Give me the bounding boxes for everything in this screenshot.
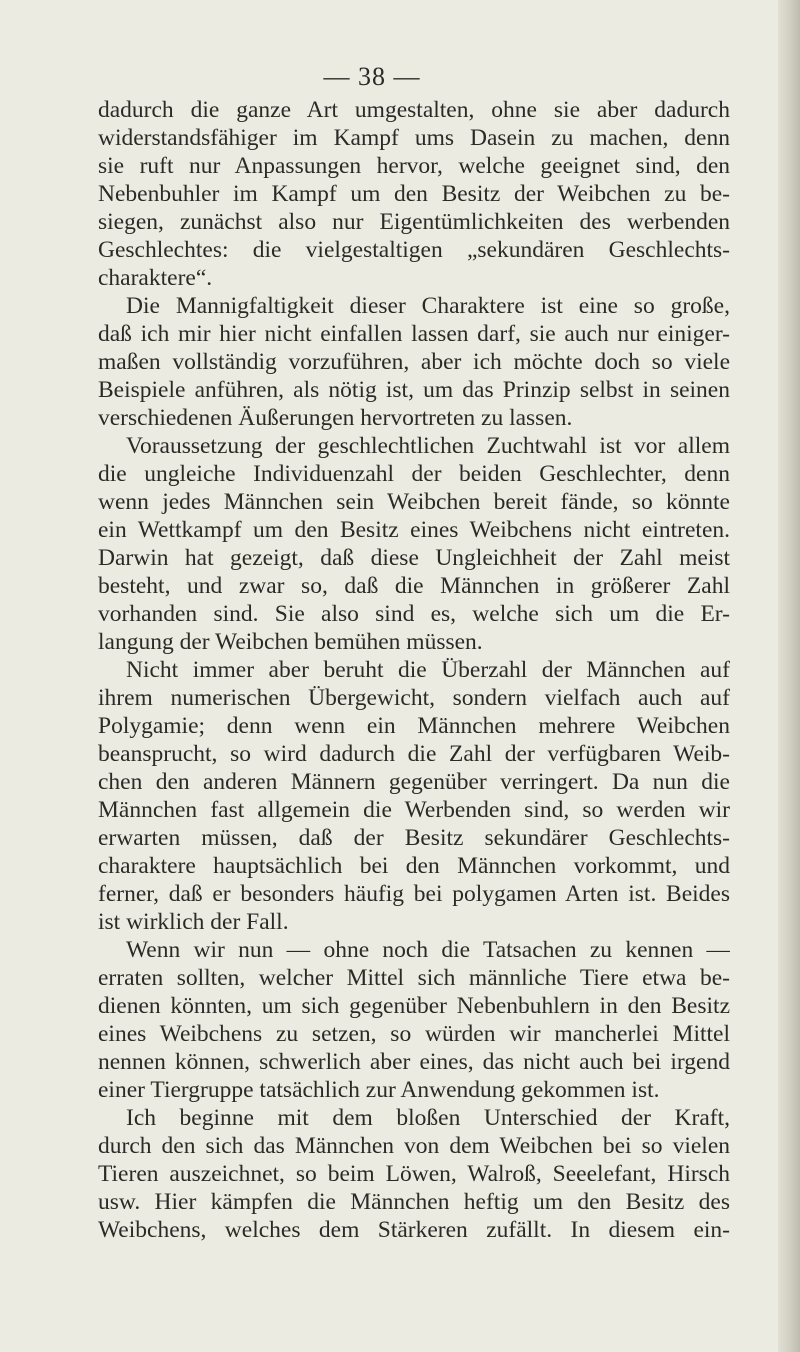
paragraph-start: Wenn wir nun — ohne noch die Tatsachen zu kennen —	[126, 937, 730, 963]
text-line: dienen könnten, um sich gegenüber Nebenbuhlern in den Besitz	[98, 993, 730, 1019]
text-line: vorhanden sind. Sie also sind es, welche sich um die Er-	[98, 601, 730, 627]
text-line: einer Tiergruppe tatsächlich zur Anwendung gekommen ist.	[98, 1077, 660, 1103]
text-line: ferner, daß er besonders häufig bei polygamen Arten ist. Beides	[98, 881, 730, 907]
text-line: ein Wettkampf um den Besitz eines Weibchens nicht eintreten.	[98, 517, 730, 543]
text-line: durch den sich das Männchen von dem Weibchen bei so vielen	[98, 1133, 730, 1159]
text-line: beansprucht, so wird dadurch die Zahl der verfügbaren Weib-	[98, 741, 730, 767]
text-line: charaktere hauptsächlich bei den Männchen vorkommt, und	[98, 853, 730, 879]
text-line: langung der Weibchen bemühen müssen.	[98, 629, 483, 655]
text-line: charaktere“.	[98, 265, 213, 291]
text-line: wenn jedes Männchen sein Weibchen bereit fände, so könnte	[98, 489, 730, 515]
text-line: daß ich mir hier nicht einfallen lassen darf, sie auch nur einiger-	[98, 321, 730, 347]
text-line: maßen vollständig vorzuführen, aber ich möchte doch so viele	[98, 349, 730, 375]
text-line: nennen können, schwerlich aber eines, das nicht auch bei irgend	[98, 1049, 730, 1075]
body-text	[98, 96, 730, 1244]
text-line: besteht, und zwar so, daß die Männchen in größerer Zahl	[98, 573, 730, 599]
text-line: widerstandsfähiger im Kampf ums Dasein zu machen, denn	[98, 125, 730, 151]
text-line: eines Weibchens zu setzen, so würden wir mancherlei Mittel	[98, 1021, 730, 1047]
text-line: Weibchens, welches dem Stärkeren zufällt. In diesem ein-	[98, 1217, 730, 1243]
text-line: sie ruft nur Anpassungen hervor, welche geeignet sind, den	[98, 153, 730, 179]
paragraph-start: Nicht immer aber beruht die Überzahl der Männchen auf	[126, 657, 730, 683]
text-line: Männchen fast allgemein die Werbenden sind, so werden wir	[98, 797, 730, 823]
text-line: Tieren auszeichnet, so beim Löwen, Walroß, Seeelefant, Hirsch	[98, 1161, 730, 1187]
paragraph-start: Voraussetzung der geschlechtlichen Zuchtwahl ist vor allem	[126, 433, 730, 459]
paragraph-start: Ich beginne mit dem bloßen Unterschied der Kraft,	[126, 1105, 730, 1131]
text-line: verschiedenen Äußerungen hervortreten zu lassen.	[98, 405, 573, 431]
text-line: Polygamie; denn wenn ein Männchen mehrere Weibchen	[98, 713, 730, 739]
text-line: die ungleiche Individuenzahl der beiden Geschlechter, denn	[98, 461, 730, 487]
text-line: erraten sollten, welcher Mittel sich männliche Tiere etwa be-	[98, 965, 730, 991]
text-line: Nebenbuhler im Kampf um den Besitz der Weibchen zu be-	[98, 181, 730, 207]
text-line: Geschlechtes: die vielgestaltigen „sekundären Geschlechts-	[98, 237, 730, 263]
text-line: ist wirklich der Fall.	[98, 909, 289, 935]
page-number: — 38 —	[323, 62, 421, 91]
text-line: ihrem numerischen Übergewicht, sondern vielfach auch auf	[98, 685, 730, 711]
text-line: siegen, zunächst also nur Eigentümlichkeiten des werbenden	[98, 209, 730, 235]
text-line: Beispiele anführen, als nötig ist, um das Prinzip selbst in seinen	[98, 377, 730, 403]
paragraph-start: Die Mannigfaltigkeit dieser Charaktere ist eine so große,	[126, 293, 730, 319]
text-line: Darwin hat gezeigt, daß diese Ungleichheit der Zahl meist	[98, 545, 730, 571]
text-line: chen den anderen Männern gegenüber verringert. Da nun die	[98, 769, 730, 795]
text-line: usw. Hier kämpfen die Männchen heftig um den Besitz des	[98, 1189, 730, 1215]
text-line: erwarten müssen, daß der Besitz sekundärer Geschlechts-	[98, 825, 730, 851]
page-edge-shadow	[778, 0, 800, 1352]
text-line: dadurch die ganze Art umgestalten, ohne sie aber dadurch	[98, 97, 730, 123]
